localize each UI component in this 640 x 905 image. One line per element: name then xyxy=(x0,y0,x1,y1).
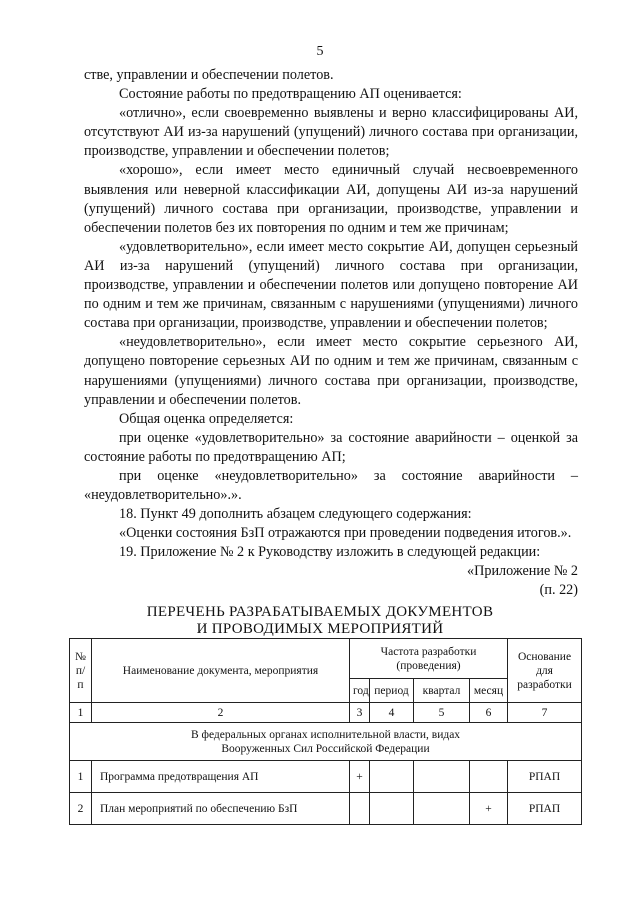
table-row xyxy=(70,793,582,825)
row-year: + xyxy=(350,761,370,793)
paragraph: при оценке «удовлетворительно» за состояние аварийности – оценкой за состояние работы по предотвращению АП; xyxy=(84,429,578,465)
paragraph: «отлично», если своевременно выявлены и верно классифицированы АИ, отсутствуют АИ из-за нарушений (упущений) личного состава при организации, производстве, управлении и обеспечении полетов; xyxy=(84,105,578,160)
table-title xyxy=(0,604,640,638)
row-quarter xyxy=(414,793,470,825)
row-month: + xyxy=(470,793,508,825)
paragraph: стве, управлении и обеспечении полетов. xyxy=(84,67,334,83)
appendix-title: «Приложение № 2 xyxy=(467,563,578,579)
row-basis: РПАП xyxy=(508,761,582,793)
row-year xyxy=(350,793,370,825)
column-number: 4 xyxy=(370,703,414,723)
paragraph: «неудовлетворительно», если имеет место сокрытие серьезного АИ, допущено повторение серьезных АИ по одним и тем же причинам, связанным с нарушениями (упущениями) личного состава при организации, производстве, управлении и обеспечении полетов. xyxy=(84,334,578,408)
row-number: 2 xyxy=(70,793,92,825)
header-period: период xyxy=(370,679,414,703)
row-document-name: План мероприятий по обеспечению БзП xyxy=(92,793,350,825)
numbering-row xyxy=(70,703,582,723)
row-basis: РПАП xyxy=(508,793,582,825)
table-title-line-2: И ПРОВОДИМЫХ МЕРОПРИЯТИЙ xyxy=(196,621,444,637)
paragraph: «хорошо», если имеет место единичный случай несвоевременного выявления или неверной классификации АИ, допущены АИ из-за нарушений (упущений) личного состава при организации, производстве, управлении и обеспечении полетов без их повторения по одним и тем же причинам; xyxy=(84,162,578,236)
header-frequency: Частота разработки (проведения) xyxy=(350,639,508,679)
row-period xyxy=(370,793,414,825)
appendix-clause: (п. 22) xyxy=(539,582,578,599)
header-quarter: квартал xyxy=(414,679,470,703)
section-heading: В федеральных органах исполнительной власти, видах Вооруженных Сил Российской Федерации xyxy=(70,723,582,761)
appendix-reference xyxy=(400,562,578,600)
paragraph: «Оценки состояния БзП отражаются при проведении подведения итогов.». xyxy=(119,525,572,542)
row-document-name: Программа предотвращения АП xyxy=(92,761,350,793)
column-number: 2 xyxy=(92,703,350,723)
column-number: 6 xyxy=(470,703,508,723)
column-number: 1 xyxy=(70,703,92,723)
table-title-line-1: ПЕРЕЧЕНЬ РАЗРАБАТЫВАЕМЫХ ДОКУМЕНТОВ xyxy=(146,604,494,620)
header-year: год xyxy=(350,679,370,703)
body-text xyxy=(84,66,578,562)
row-number: 1 xyxy=(70,761,92,793)
paragraph: Общая оценка определяется: xyxy=(119,410,294,427)
paragraph: при оценке «неудовлетворительно» за состояние аварийности – «неудовлетворительно».». xyxy=(84,467,578,504)
column-number: 7 xyxy=(508,703,582,723)
row-quarter xyxy=(414,761,470,793)
paragraph: 18. Пункт 49 дополнить абзацем следующего содержания: xyxy=(119,506,472,523)
row-month xyxy=(470,761,508,793)
header-month: месяц xyxy=(470,679,508,703)
column-number: 5 xyxy=(414,703,470,723)
table-row xyxy=(70,761,582,793)
header-basis: Основание для разработки xyxy=(508,639,582,703)
paragraph: Состояние работы по предотвращению АП оценивается: xyxy=(119,86,462,103)
paragraph: 19. Приложение № 2 к Руководству изложить в следующей редакции: xyxy=(119,544,541,561)
header-number: № п/п xyxy=(70,639,92,703)
page-number: 5 xyxy=(316,44,324,59)
documents-table xyxy=(69,638,582,825)
paragraph: «удовлетворительно», если имеет место сокрытие АИ, допущен серьезный АИ из-за нарушений (упущений) личного состава при организации, производстве, управлении и обеспечении полетов или допущено повторение АИ по одним и тем же причинам, связанным с нарушениями (упущениями) личного состава при организации, производстве, управлении и обеспечении полетов; xyxy=(84,238,578,332)
header-document-name: Наименование документа, мероприятия xyxy=(92,639,350,703)
row-period xyxy=(370,761,414,793)
column-number: 3 xyxy=(350,703,370,723)
